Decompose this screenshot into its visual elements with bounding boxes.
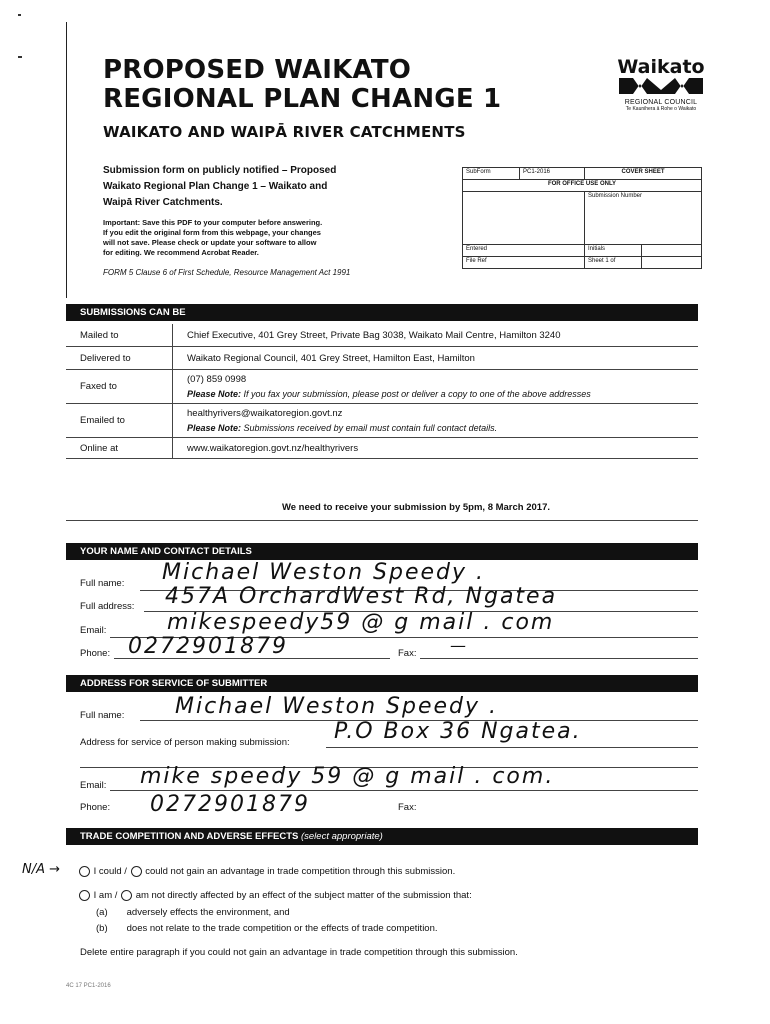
note-text: If you fax your submission, please post or deliver a copy to one of the above addresses [241, 389, 591, 399]
trade-bar-note: (select appropriate) [300, 831, 383, 842]
office-cell [463, 180, 702, 192]
row-value: Waikato Regional Council, 401 Grey Street, Hamilton East, Hamilton [173, 347, 699, 370]
office-cell: Sheet 1 of [585, 257, 642, 269]
office-cell: Initials [585, 245, 642, 257]
trade-bar [66, 828, 698, 845]
trade-bar-title: TRADE COMPETITION AND ADVERSE EFFECTS [80, 831, 299, 842]
service-email-line [110, 790, 698, 791]
office-cell: PC1-2016 [520, 168, 585, 180]
contact-bar: YOUR NAME AND CONTACT DETAILS [66, 543, 698, 560]
note-label: Please Note: [187, 423, 242, 433]
could-not-label: could not gain an advantage in trade competition through this submission. [145, 866, 456, 878]
note-label: Please Note: [187, 389, 242, 399]
service-address-value[interactable]: P.O Box 36 Ngatea. [334, 719, 582, 744]
intro-block [103, 163, 433, 277]
title-line-1: PROPOSED WAIKATO [103, 55, 412, 85]
full-name-value[interactable]: Michael Weston Speedy . [162, 560, 485, 585]
cover-sheet-label: COVER SHEET [621, 169, 665, 175]
office-cell: Submission Number [585, 192, 702, 245]
form-reference: FORM 5 Clause 6 of First Schedule, Resource Management Act 1991 [103, 268, 351, 277]
margin-mark [18, 14, 21, 16]
left-rule [66, 22, 67, 298]
could-radio[interactable] [79, 866, 90, 877]
email-label: Email: [80, 625, 107, 636]
title-line-2: REGIONAL PLAN CHANGE 1 [103, 84, 502, 114]
table-row [66, 370, 698, 404]
note-text: Submissions received by email must contain full contact details. [241, 423, 498, 433]
fax-value[interactable]: — [450, 636, 468, 655]
email-value[interactable]: mikespeedy59 @ g mail . com [167, 610, 555, 635]
clause-a [96, 907, 290, 918]
office-cell [642, 257, 702, 269]
intro-line: Submission form on publicly notified – Proposed [103, 165, 337, 176]
row-value: Chief Executive, 401 Grey Street, Private Bag 3038, Waikato Mail Centre, Hamilton 3240 [173, 324, 699, 347]
row-label: Online at [66, 438, 173, 459]
office-use-table [462, 167, 702, 269]
clause-a-label: (a) [96, 907, 108, 918]
deadline-text: We need to receive your submission by 5pm, 8 March 2017. [281, 502, 551, 513]
row-note [187, 423, 692, 433]
row-label: Emailed to [66, 404, 173, 438]
waikato-logo [616, 56, 706, 112]
service-address-label: Address for service of person making submission: [80, 737, 290, 748]
office-cell [585, 168, 702, 180]
row-value: www.waikatoregion.govt.nz/healthyrivers [173, 438, 699, 459]
logo-word: Waikato [617, 56, 705, 78]
table-row [66, 404, 698, 438]
logo-wave-icon [619, 78, 703, 94]
office-cell [642, 245, 702, 257]
divider [66, 520, 698, 521]
logo-sub: REGIONAL COUNCIL [624, 99, 698, 106]
could-not-radio[interactable] [131, 866, 142, 877]
intro-line: Waipā River Catchments. [103, 197, 223, 208]
page-title [103, 56, 501, 114]
clause-b-label: (b) [96, 923, 108, 934]
for-office-label: FOR OFFICE USE ONLY [547, 181, 617, 187]
page-subtitle: WAIKATO AND WAIPĀ RIVER CATCHMENTS [103, 123, 466, 141]
service-email-value[interactable]: mike speedy 59 @ g mail . com. [140, 764, 555, 789]
phone-value[interactable]: 0272901879 [128, 634, 288, 659]
service-name-label: Full name: [80, 710, 125, 721]
service-bar: ADDRESS FOR SERVICE OF SUBMITTER [66, 675, 698, 692]
am-not-radio[interactable] [121, 890, 132, 901]
important-line: for editing. We recommend Acrobat Reader. [103, 248, 259, 257]
address-value[interactable]: 457A OrchardWest Rd, Ngatea [165, 584, 558, 609]
table-row [66, 324, 698, 347]
office-cell: File Ref [463, 257, 585, 269]
trade-option-1 [78, 866, 455, 877]
service-phone-label: Phone: [80, 802, 111, 813]
row-value-cell [173, 370, 699, 404]
fax-line [420, 658, 698, 659]
full-name-label: Full name: [80, 578, 125, 589]
could-label: I could / [93, 866, 127, 878]
delete-note: Delete entire paragraph if you could not gain an advantage in trade competition through this submission. [80, 947, 518, 958]
row-value: (07) 859 0998 [187, 374, 247, 385]
table-row [66, 347, 698, 370]
phone-label: Phone: [80, 648, 111, 659]
important-line: If you edit the original form from this webpage, your changes [103, 228, 321, 237]
row-value: healthyrivers@waikatoregion.govt.nz [187, 408, 343, 419]
important-line: Important: Save this PDF to your computer before answering. [103, 218, 323, 227]
office-cell: Entered [463, 245, 585, 257]
fax-label: Fax: [398, 648, 417, 659]
service-email-label: Email: [80, 780, 107, 791]
service-address-line [326, 747, 698, 748]
service-fax-label: Fax: [398, 802, 417, 813]
am-not-label: am not directly affected by an effect of the subject matter of the submission that: [135, 890, 472, 902]
clause-b [96, 923, 438, 934]
row-label: Mailed to [66, 324, 173, 347]
service-phone-value[interactable]: 0272901879 [150, 792, 310, 817]
clause-b-text: does not relate to the trade competition or the effects of trade competition. [126, 923, 438, 934]
row-note [187, 389, 692, 399]
footer-code: 4C 17 PC1-2016 [66, 983, 111, 989]
submissions-bar: SUBMISSIONS CAN BE [66, 304, 698, 321]
intro-line: Waikato Regional Plan Change 1 – Waikato and [103, 181, 328, 192]
row-value-cell [173, 404, 699, 438]
trade-option-2 [78, 890, 472, 901]
service-name-value[interactable]: Michael Weston Speedy . [175, 694, 498, 719]
na-mark: N/A → [22, 862, 61, 877]
logo-tagline: Te Kaunihera ā Rohe o Waikato [625, 106, 697, 112]
row-label: Faxed to [66, 370, 173, 404]
row-label: Delivered to [66, 347, 173, 370]
am-label: I am / [93, 890, 118, 902]
office-cell [463, 192, 585, 245]
office-cell: SubForm [463, 168, 520, 180]
table-row [66, 438, 698, 459]
submissions-table [66, 324, 698, 459]
clause-a-text: adversely effects the environment, and [126, 907, 290, 918]
address-label: Full address: [80, 601, 135, 612]
margin-mark [18, 56, 22, 58]
important-line: will not save. Please check or update your software to allow [103, 238, 317, 247]
am-radio[interactable] [79, 890, 90, 901]
